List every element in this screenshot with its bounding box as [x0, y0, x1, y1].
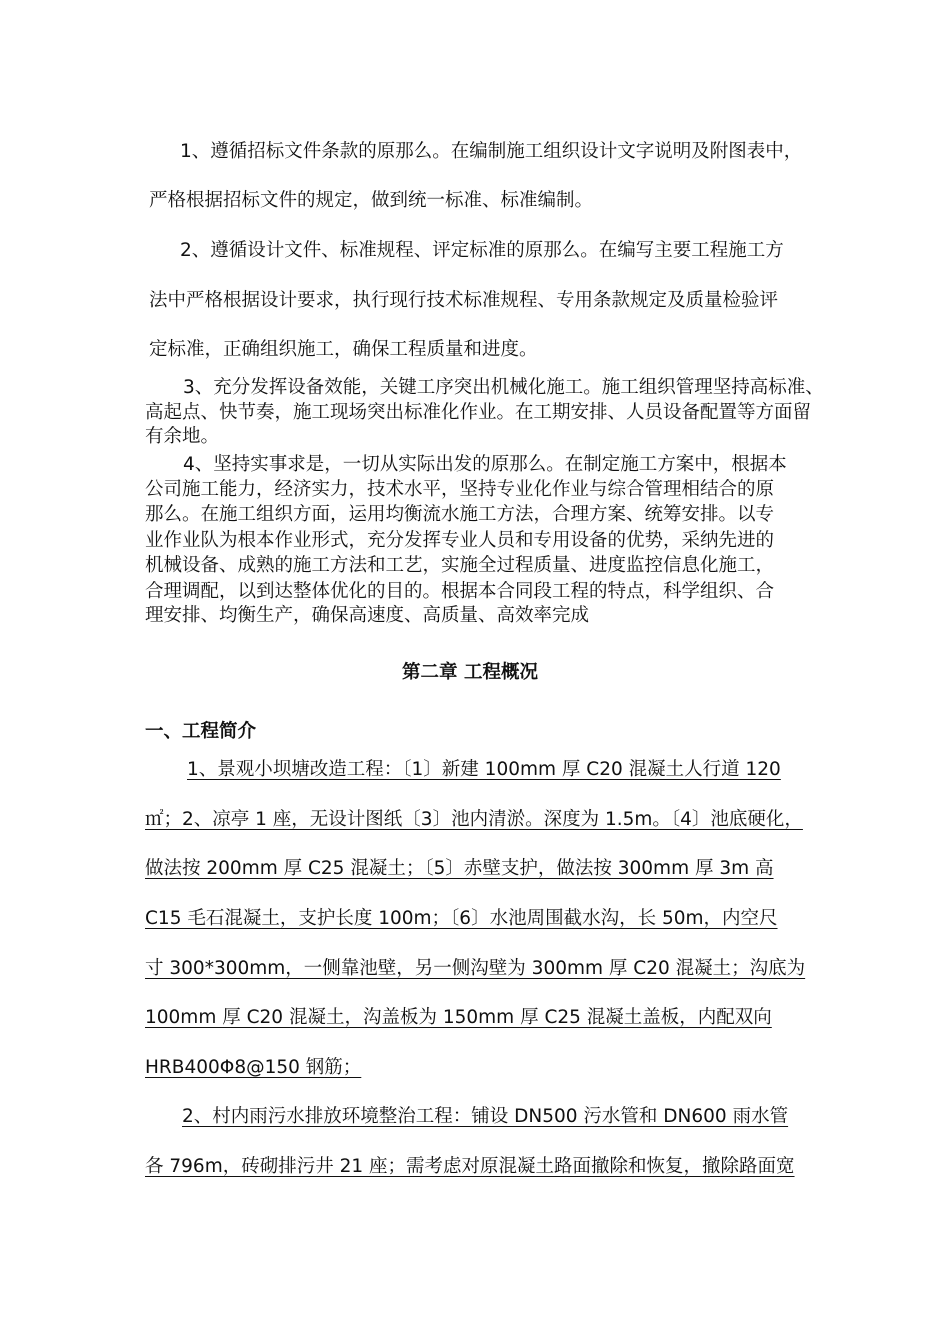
project-item-2-line-2: 各 796m，砖砌排污井 21 座；需考虑对原混凝土路面撤除和恢复，撤除路面宽 [145, 1156, 795, 1177]
principle-4-line-4: 业作业队为根本作业形式，充分发挥专业人员和专用设备的优势，采纳先进的 [145, 530, 775, 551]
project-item-1-line-4: C15 毛石混凝土，支护长度 100m；〔6〕水池周围截水沟，长 50m，内空尺 [145, 908, 778, 929]
principle-4-line-2: 公司施工能力，经济实力，技术水平，坚持专业化作业与综合管理相结合的原 [145, 479, 775, 500]
project-item-1-line-5: 寸 300*300mm，一侧靠池壁，另一侧沟壁为 300mm 厚 C20 混凝土；沟底为 [145, 958, 806, 979]
principle-4-line-6: 合理调配，以到达整体优化的目的。根据本合同段工程的特点，科学组织、合 [145, 581, 775, 602]
project-item-1-line-7: HRB400Φ8@150 钢筋； [145, 1057, 362, 1078]
principle-1-line-1: 1、遵循招标文件条款的原那么。在编制施工组织设计文字说明及附图表中， [180, 141, 803, 162]
project-item-1-line-1: 1、景观小坝塘改造工程：〔1〕新建 100mm 厚 C20 混凝土人行道 120 [187, 759, 781, 780]
principle-3-line-1: 3、充分发挥设备效能，关键工序突出机械化施工。施工组织管理坚持高标准、 [183, 377, 824, 398]
project-item-1-line-3: 做法按 200mm 厚 C25 混凝土；〔5〕赤壁支护，做法按 300mm 厚 3m 高 [145, 858, 774, 879]
principle-2-line-3: 定标准，正确组织施工，确保工程质量和进度。 [149, 339, 538, 360]
principle-1-line-2: 严格根据招标文件的规定，做到统一标准、标准编制。 [149, 190, 594, 211]
principle-4-line-3: 那么。在施工组织方面，运用均衡流水施工方法，合理方案、统筹安排。以专 [145, 504, 775, 525]
project-item-1-line-2: ㎡；2、凉亭 1 座，无设计图纸〔3〕池内清淤。深度为 1.5m。〔4〕池底硬化， [145, 809, 803, 830]
principle-3-line-3: 有余地。 [145, 426, 220, 447]
principle-4-line-7: 理安排、均衡生产，确保高速度、高质量、高效率完成 [145, 605, 590, 626]
principle-4-line-5: 机械设备、成熟的施工方法和工艺，实施全过程质量、进度监控信息化施工， [145, 555, 775, 576]
principle-2-line-1: 2、遵循设计文件、标准规程、评定标准的原那么。在编写主要工程施工方 [180, 240, 784, 261]
principle-2-line-2: 法中严格根据设计要求，执行现行技术标准规程、专用条款规定及质量检验评 [149, 290, 779, 311]
section-heading: 一、工程简介 [145, 721, 257, 742]
principle-4-line-1: 4、坚持实事求是，一切从实际出发的原那么。在制定施工方案中，根据本 [183, 454, 787, 475]
chapter-title: 第二章 工程概况 [402, 662, 538, 683]
project-item-1-line-6: 100mm 厚 C20 混凝土，沟盖板为 150mm 厚 C25 混凝土盖板，内配双向 [145, 1007, 772, 1028]
principle-3-line-2: 高起点、快节奏，施工现场突出标准化作业。在工期安排、人员设备配置等方面留 [145, 402, 812, 423]
project-item-2-line-1: 2、村内雨污水排放环境整治工程：铺设 DN500 污水管和 DN600 雨水管 [182, 1106, 789, 1127]
